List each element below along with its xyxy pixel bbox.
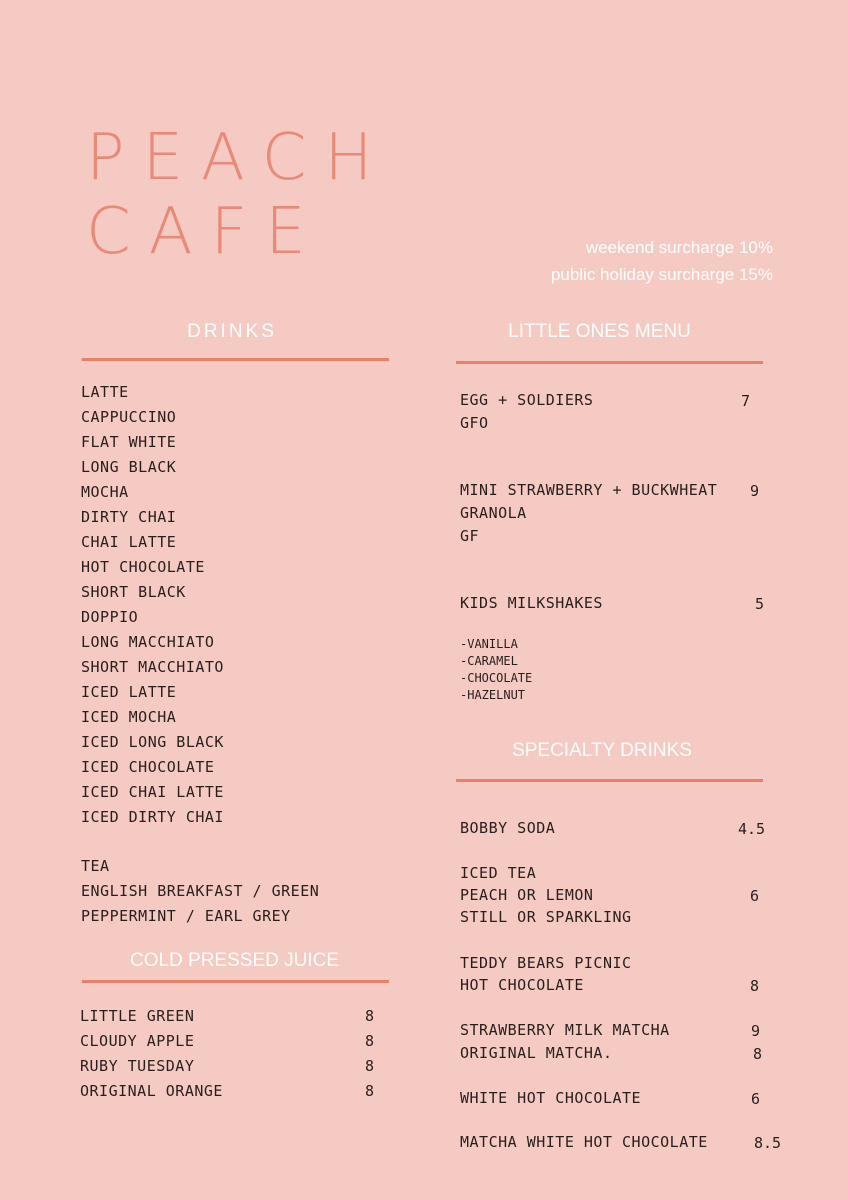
milkshakes-price: 5 xyxy=(755,595,765,613)
specialty-heading: SPECIALTY DRINKS xyxy=(512,740,692,761)
matcha-white-hot-chocolate-name: MATCHA WHITE HOT CHOCOLATE xyxy=(460,1133,708,1151)
teddy-line1: TEDDY BEARS PICNIC xyxy=(460,954,632,972)
matcha-price1: 9 xyxy=(751,1022,761,1040)
granola-price: 9 xyxy=(750,482,760,500)
tea-heading: TEA xyxy=(81,857,110,875)
egg-soldiers-note: GFO xyxy=(460,414,489,432)
juice-item-name: CLOUDY APPLE xyxy=(80,1032,195,1050)
specialty-divider xyxy=(456,779,763,782)
egg-soldiers-price: 7 xyxy=(741,392,751,410)
cafe-title-line2: CAFE xyxy=(86,195,324,269)
juice-item-name: RUBY TUESDAY xyxy=(80,1057,195,1075)
little-ones-divider xyxy=(456,361,763,364)
juice-item-price: 8 xyxy=(365,1032,375,1050)
drink-item: SHORT MACCHIATO xyxy=(81,658,224,676)
juice-heading: COLD PRESSED JUICE xyxy=(129,950,340,971)
tea-item: ENGLISH BREAKFAST / GREEN xyxy=(81,882,320,900)
juice-item-price: 8 xyxy=(365,1007,375,1025)
tea-item: PEPPERMINT / EARL GREY xyxy=(81,907,291,925)
iced-tea-line1: ICED TEA xyxy=(460,864,537,882)
iced-tea-line3: STILL OR SPARKLING xyxy=(460,908,632,926)
holiday-surcharge: public holiday surcharge 15% xyxy=(550,265,773,284)
granola-line2: GRANOLA xyxy=(460,504,527,522)
drink-item: ICED DIRTY CHAI xyxy=(81,808,224,826)
bobby-soda-name: BOBBY SODA xyxy=(460,819,556,837)
matcha-line2: ORIGINAL MATCHA. xyxy=(460,1044,613,1062)
drink-item: DIRTY CHAI xyxy=(81,508,177,526)
juice-item-price: 8 xyxy=(365,1057,375,1075)
drink-item: HOT CHOCOLATE xyxy=(81,558,205,576)
matcha-white-hot-chocolate-price: 8.5 xyxy=(754,1134,782,1152)
drink-item: LONG MACCHIATO xyxy=(81,633,215,651)
weekend-surcharge: weekend surcharge 10% xyxy=(585,238,773,257)
drink-item: ICED LATTE xyxy=(81,683,177,701)
white-hot-chocolate-price: 6 xyxy=(751,1090,761,1108)
drink-item: DOPPIO xyxy=(81,608,139,626)
milkshakes-name: KIDS MILKSHAKES xyxy=(460,594,603,612)
drink-item: ICED LONG BLACK xyxy=(81,733,224,751)
juice-item-name: ORIGINAL ORANGE xyxy=(80,1082,223,1100)
drink-item: CHAI LATTE xyxy=(81,533,177,551)
juice-item-price: 8 xyxy=(365,1082,375,1100)
milkshake-flavour: -CHOCOLATE xyxy=(460,671,533,685)
milkshake-flavour: -CARAMEL xyxy=(460,654,518,668)
iced-tea-line2: PEACH OR LEMON xyxy=(460,886,594,904)
teddy-price: 8 xyxy=(750,977,760,995)
drinks-divider xyxy=(82,358,389,361)
matcha-price2: 8 xyxy=(753,1045,763,1063)
drink-item: ICED CHOCOLATE xyxy=(81,758,215,776)
teddy-line2: HOT CHOCOLATE xyxy=(460,976,584,994)
cafe-title-line1: PEACH xyxy=(86,121,391,195)
matcha-line1: STRAWBERRY MILK MATCHA xyxy=(460,1021,670,1039)
drink-item: ICED CHAI LATTE xyxy=(81,783,224,801)
iced-tea-price: 6 xyxy=(750,887,760,905)
egg-soldiers-name: EGG + SOLDIERS xyxy=(460,391,594,409)
drink-item: ICED MOCHA xyxy=(81,708,177,726)
granola-line1: MINI STRAWBERRY + BUCKWHEAT xyxy=(460,481,718,499)
juice-divider xyxy=(82,980,389,983)
drink-item: SHORT BLACK xyxy=(81,583,186,601)
milkshake-flavour: -HAZELNUT xyxy=(460,688,526,702)
little-ones-heading: LITTLE ONES MENU xyxy=(508,321,691,342)
drink-item: LONG BLACK xyxy=(81,458,177,476)
juice-item-name: LITTLE GREEN xyxy=(80,1007,195,1025)
granola-note: GF xyxy=(460,527,480,545)
white-hot-chocolate-name: WHITE HOT CHOCOLATE xyxy=(460,1089,642,1107)
drinks-heading: DRINKS xyxy=(187,321,277,342)
drink-item: FLAT WHITE xyxy=(81,433,177,451)
drink-item: MOCHA xyxy=(81,483,129,501)
bobby-soda-price: 4.5 xyxy=(738,820,766,838)
drink-item: LATTE xyxy=(81,383,129,401)
drink-item: CAPPUCCINO xyxy=(81,408,177,426)
milkshake-flavour: -VANILLA xyxy=(460,637,518,651)
